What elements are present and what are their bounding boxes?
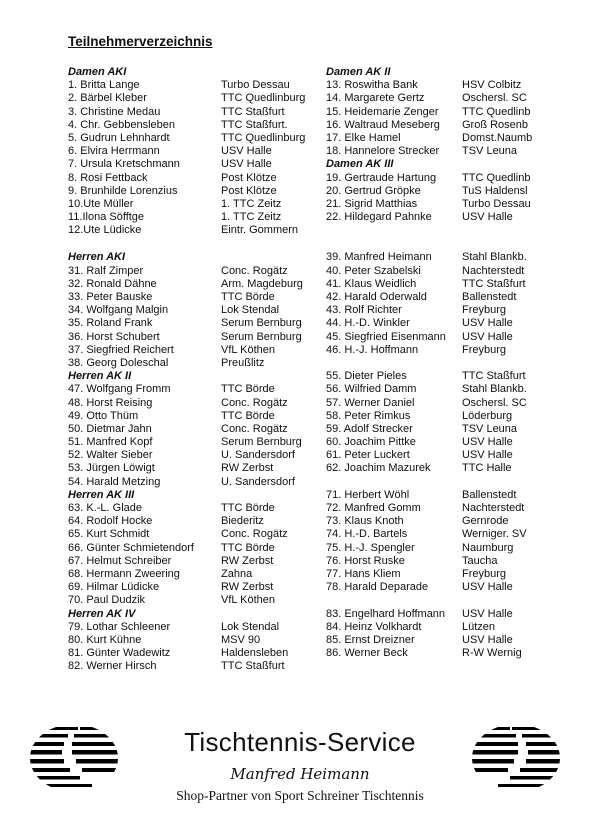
participant-row <box>326 185 581 198</box>
participant-row <box>326 211 581 224</box>
participant-name: 63. K.-L. Glade <box>68 502 142 514</box>
participant-name: 35. Roland Frank <box>68 317 153 330</box>
category-heading <box>326 476 581 489</box>
participant-name: 76. Horst Ruske <box>326 554 405 567</box>
participant-name: 81. Günter Wadewitz <box>68 647 171 660</box>
participant-row <box>68 211 316 224</box>
participant-club: RW Zerbst <box>221 581 274 594</box>
participant-club: TTC Staßfurt <box>221 105 285 118</box>
category-heading: Herren AK IV <box>68 607 136 620</box>
participant-club: VfL Köthen <box>221 594 276 607</box>
participant-name: 65. Kurt Schmidt <box>68 528 150 541</box>
participant-club: USV Halle <box>221 158 272 171</box>
participant-club: Oschersl. SC <box>462 396 527 409</box>
participant-name: 64. Rodolf Hocke <box>68 515 153 528</box>
participant-club: Werniger. SV <box>462 528 527 541</box>
participant-row <box>68 634 316 647</box>
participant-row <box>326 132 581 145</box>
participant-club: TuS Haldensl <box>462 184 528 197</box>
participant-name: 34. Wolfgang Malgin <box>68 304 169 317</box>
participant-name: 16. Waltraud Meseberg <box>326 118 440 131</box>
participant-club: Löderburg <box>462 409 513 422</box>
participant-club: TTC Quedlinburg <box>221 131 306 144</box>
participant-row <box>326 383 581 396</box>
participant-name: 45. Siegfried Eisenmann <box>326 330 446 343</box>
participant-club: Biederitz <box>221 515 264 528</box>
participant-club: Zahna <box>221 567 253 580</box>
participant-name: 77. Hans Kliem <box>326 567 401 580</box>
participant-name: 59. Adolf Strecker <box>326 422 413 435</box>
participant-club: U. Sandersdorf <box>221 449 295 462</box>
participant-club: 1. TTC Zeitz <box>221 197 282 210</box>
participant-club: Naumburg <box>462 541 514 554</box>
participant-name: 83. Engelhard Hoffmann <box>326 607 446 620</box>
participant-row <box>326 265 581 278</box>
participant-name: 17. Elke Hamel <box>326 131 401 144</box>
participant-name: 66. Günter Schmietendorf <box>68 541 194 554</box>
participant-name: 53. Jürgen Löwigt <box>68 462 155 475</box>
participant-row <box>68 158 316 171</box>
participant-name: 2. Bärbel Kleber <box>68 92 147 105</box>
brand-name: Tischtennis-Service <box>184 727 416 757</box>
participant-row <box>68 515 316 528</box>
participant-club: VfL Köthen <box>221 343 276 356</box>
participant-name: 50. Dietmar Jahn <box>68 422 152 435</box>
participant-club: TTC Staßfurt <box>462 277 526 290</box>
participant-name: 37. Siegfried Reichert <box>68 343 174 356</box>
participant-row <box>326 502 581 515</box>
participant-club: USV Halle <box>462 607 513 620</box>
participant-club: Nachterstedt <box>462 502 525 514</box>
participant-row <box>326 647 581 660</box>
participant-row <box>326 198 581 211</box>
participant-name: 49. Otto Thüm <box>68 409 139 422</box>
participant-club: TTC Börde <box>221 383 275 396</box>
participant-row <box>326 555 581 568</box>
category-heading <box>326 594 581 607</box>
participant-club: TTC Staßfurt <box>221 660 285 673</box>
participant-row <box>68 317 316 330</box>
participant-name: 44. H.-D. Winkler <box>326 317 410 330</box>
participant-row <box>68 383 316 396</box>
participant-club: TTC Quedlinburg <box>221 92 306 105</box>
category-section <box>326 158 581 224</box>
participant-row <box>68 119 316 132</box>
participant-club: Turbo Dessau <box>221 79 290 92</box>
participant-club: Ballenstedt <box>462 291 517 303</box>
participant-row <box>68 436 316 449</box>
participant-row <box>68 331 316 344</box>
category-heading: Damen AK III <box>326 158 394 171</box>
participant-name: 70. Paul Dudzik <box>68 594 146 607</box>
participant-name: 67. Helmut Schreiber <box>68 554 172 567</box>
participant-row <box>68 106 316 119</box>
participant-row <box>68 132 316 145</box>
participant-name: 43. Rolf Richter <box>326 304 402 317</box>
participant-name: 11.Ilona Söfftge <box>68 211 145 224</box>
category-section <box>68 489 316 608</box>
participant-row <box>68 79 316 92</box>
participant-name: 71. Herbert Wöhl <box>326 488 410 501</box>
participant-club: Haldensleben <box>221 647 289 660</box>
participant-name: 80. Kurt Kühne <box>68 633 142 646</box>
participant-row <box>68 397 316 410</box>
partner-line: Shop-Partner von Sport Schreiner Tischtennis <box>176 788 424 803</box>
participant-name: 78. Harald Deparade <box>326 581 429 594</box>
participant-club: Gernrode <box>462 515 509 528</box>
participant-club: Arm. Magdeburg <box>221 277 303 290</box>
participant-name: 18. Hannelore Strecker <box>326 145 440 158</box>
participant-name: 48. Horst Reising <box>68 396 153 409</box>
participant-club: Eintr. Gommern <box>221 224 299 237</box>
participant-club: Stahl Blankb. <box>462 383 527 396</box>
participant-club: Lok Stendal <box>221 304 280 317</box>
participant-row <box>68 198 316 211</box>
participant-row <box>326 608 581 621</box>
participant-club: Conc. Rogätz <box>221 264 288 277</box>
participant-row <box>68 304 316 317</box>
participant-row <box>326 331 581 344</box>
participant-club: USV Halle <box>462 330 513 343</box>
right-column <box>326 66 581 660</box>
participant-club: USV Halle <box>462 436 513 449</box>
participant-row <box>326 344 581 357</box>
participant-row <box>326 410 581 423</box>
participant-row <box>326 462 581 475</box>
category-heading: Herren AKI <box>68 251 126 264</box>
participant-club: USV Halle <box>462 581 513 594</box>
owner-signature: Manfred Heimann <box>230 765 370 783</box>
participant-club: R-W Wernig <box>462 647 522 660</box>
category-heading <box>326 357 581 370</box>
category-section <box>68 251 316 370</box>
participant-name: 42. Harald Oderwald <box>326 291 427 303</box>
participant-row <box>326 119 581 132</box>
participant-name: 46. H.-J. Hoffmann <box>326 343 419 356</box>
participant-club: TSV Leuna <box>462 145 518 158</box>
participant-name: 68. Hermann Zweering <box>68 567 180 580</box>
participant-name: 74. H.-D. Bartels <box>326 528 408 541</box>
participant-name: 22. Hildegard Pahnke <box>326 211 432 224</box>
participant-row <box>326 278 581 291</box>
participant-club: TTC Staßfurt. <box>221 118 288 131</box>
participant-club: TTC Börde <box>221 541 275 554</box>
participant-club: Serum Bernburg <box>221 436 302 449</box>
participant-name: 82. Werner Hirsch <box>68 660 157 673</box>
participant-name: 57. Werner Daniel <box>326 396 415 409</box>
footer-advertisement <box>0 718 600 815</box>
participant-club: Freyburg <box>462 343 507 356</box>
participant-club: Freyburg <box>462 567 507 580</box>
participant-name: 41. Klaus Weidlich <box>326 277 417 290</box>
participant-row <box>326 528 581 541</box>
participant-row <box>326 370 581 383</box>
participant-club: Freyburg <box>462 304 507 317</box>
participant-row <box>68 581 316 594</box>
participant-name: 55. Dieter Pieles <box>326 370 407 383</box>
page-title: Teilnehmerverzeichnis <box>68 34 213 49</box>
category-section <box>68 370 316 489</box>
participant-name: 36. Horst Schubert <box>68 330 160 343</box>
participant-name: 73. Klaus Knoth <box>326 515 404 528</box>
participant-club: Nachterstedt <box>462 264 525 277</box>
participant-club: Oschersl. SC <box>462 92 527 105</box>
participant-club: USV Halle <box>221 145 272 158</box>
participant-row <box>326 304 581 317</box>
participant-name: 69. Hilmar Lüdicke <box>68 581 160 594</box>
participant-row <box>68 594 316 607</box>
participant-name: 20. Gertrud Gröpke <box>326 184 421 197</box>
ping-pong-ball-logo-right <box>470 722 562 794</box>
participant-row <box>326 172 581 185</box>
participant-club: Conc. Rogätz <box>221 422 288 435</box>
participant-club: TTC Börde <box>221 502 275 514</box>
participant-name: 1. Britta Lange <box>68 79 140 92</box>
participant-club: Ballenstedt <box>462 488 517 501</box>
category-heading: Herren AK II <box>68 370 132 383</box>
category-section <box>68 66 316 237</box>
participant-club: Conc. Rogätz <box>221 396 288 409</box>
category-section <box>326 476 581 595</box>
participant-row <box>326 449 581 462</box>
participant-club: Post Klötze <box>221 184 277 197</box>
participant-row <box>326 106 581 119</box>
participant-name: 75. H.-J. Spengler <box>326 541 415 554</box>
category-section <box>326 357 581 476</box>
participant-row <box>326 397 581 410</box>
participant-club: USV Halle <box>462 211 513 224</box>
participant-row <box>326 251 581 264</box>
participant-row <box>326 581 581 594</box>
participant-row <box>68 660 316 673</box>
participant-name: 6. Elvira Herrmann <box>68 145 160 158</box>
participant-club: USV Halle <box>462 449 513 462</box>
participant-name: 61. Peter Luckert <box>326 449 410 462</box>
participant-name: 31. Ralf Zimper <box>68 264 144 277</box>
participant-club: TTC Quedlinb <box>462 171 531 184</box>
participant-row <box>68 647 316 660</box>
participant-name: 4. Chr. Gebbensleben <box>68 118 176 131</box>
participant-row <box>326 489 581 502</box>
participant-name: 51. Manfred Kopf <box>68 436 153 449</box>
participant-club: MSV 90 <box>221 633 261 646</box>
participant-club: Post Klötze <box>221 171 277 184</box>
participant-club: U. Sandersdorf <box>221 475 295 488</box>
participant-row <box>68 291 316 304</box>
participant-name: 58. Peter Rimkus <box>326 409 411 422</box>
participant-club: USV Halle <box>462 633 513 646</box>
participant-row <box>68 265 316 278</box>
category-heading <box>326 238 581 251</box>
participant-club: Groß Rosenb <box>462 118 529 131</box>
participant-club: Serum Bernburg <box>221 330 302 343</box>
participant-row <box>68 423 316 436</box>
category-section <box>68 608 316 674</box>
participant-club: USV Halle <box>462 317 513 330</box>
participant-name: 12.Ute Lüdicke <box>68 224 142 237</box>
participant-name: 86. Werner Beck <box>326 647 408 660</box>
participant-name: 33. Peter Bauske <box>68 291 153 303</box>
participant-name: 32. Ronald Dähne <box>68 277 157 290</box>
participant-row <box>68 462 316 475</box>
participant-club: 1. TTC Zeitz <box>221 211 282 224</box>
participant-name: 14. Margarete Gertz <box>326 92 425 105</box>
participant-row <box>68 145 316 158</box>
participant-club: Domst.Naumb <box>462 131 533 144</box>
participant-row <box>68 568 316 581</box>
participant-row <box>326 291 581 304</box>
participant-club: TTC Staßfurt <box>462 370 526 383</box>
participant-row <box>68 476 316 489</box>
participant-name: 8. Rosi Fettback <box>68 171 148 184</box>
participant-row <box>326 145 581 158</box>
category-heading: Herren AK III <box>68 488 135 501</box>
participant-name: 13. Roswitha Bank <box>326 79 418 92</box>
participant-name: 54. Harald Metzing <box>68 475 161 488</box>
participant-row <box>68 410 316 423</box>
category-heading: Damen AKI <box>68 66 127 78</box>
participant-club: Taucha <box>462 554 498 567</box>
participant-row <box>326 542 581 555</box>
participant-name: 5. Gudrun Lehnhardt <box>68 131 170 144</box>
participant-row <box>68 449 316 462</box>
participant-name: 56. Wilfried Damm <box>326 383 417 396</box>
participant-club: Lützen <box>462 620 496 633</box>
participant-row <box>68 185 316 198</box>
participant-club: Conc. Rogätz <box>221 528 288 541</box>
participant-row <box>68 278 316 291</box>
participant-name: 62. Joachim Mazurek <box>326 462 431 475</box>
participant-name: 10.Ute Müller <box>68 197 134 210</box>
participant-club: Lok Stendal <box>221 620 280 633</box>
participant-name: 40. Peter Szabelski <box>326 264 421 277</box>
participant-club: RW Zerbst <box>221 462 274 475</box>
participant-name: 15. Heidemarie Zenger <box>326 105 439 118</box>
participant-row <box>68 92 316 105</box>
participant-name: 79. Lothar Schleener <box>68 620 171 633</box>
category-heading: Damen AK II <box>326 66 391 78</box>
participant-name: 72. Manfred Gomm <box>326 502 421 514</box>
left-column <box>68 66 316 673</box>
participant-row <box>68 528 316 541</box>
category-section <box>326 238 581 357</box>
participant-row <box>326 92 581 105</box>
participant-club: TTC Börde <box>221 409 275 422</box>
participant-club: TTC Quedlinb <box>462 105 531 118</box>
category-section <box>326 594 581 660</box>
participant-name: 84. Heinz Volkhardt <box>326 620 422 633</box>
participant-row <box>68 502 316 515</box>
participant-name: 21. Sigrid Matthias <box>326 197 418 210</box>
category-section <box>326 66 581 158</box>
participant-name: 19. Gertraude Hartung <box>326 171 437 184</box>
participant-row <box>326 515 581 528</box>
participant-club: RW Zerbst <box>221 554 274 567</box>
participant-row <box>326 634 581 647</box>
participant-name: 3. Christine Medau <box>68 105 161 118</box>
participant-club: TSV Leuna <box>462 422 518 435</box>
participant-name: 52. Walter Sieber <box>68 449 153 462</box>
participant-row <box>68 542 316 555</box>
participant-club: TTC Börde <box>221 291 275 303</box>
participant-row <box>326 568 581 581</box>
participant-row <box>326 621 581 634</box>
participant-name: 9. Brunhilde Lorenzius <box>68 184 178 197</box>
participant-club: Serum Bernburg <box>221 317 302 330</box>
participant-club: Stahl Blankb. <box>462 251 527 264</box>
participant-row <box>68 172 316 185</box>
participant-row <box>68 555 316 568</box>
participant-row <box>326 436 581 449</box>
participant-club: Turbo Dessau <box>462 197 531 210</box>
participant-club: TTC Halle <box>462 462 512 475</box>
participant-name: 60. Joachim Pittke <box>326 436 416 449</box>
participant-row <box>68 357 316 370</box>
participant-name: 47. Wolfgang Fromm <box>68 383 171 396</box>
participant-name: 7. Ursula Kretschmann <box>68 158 180 171</box>
participant-club: HSV Colbitz <box>462 79 522 92</box>
participant-row <box>68 224 316 237</box>
participant-name: 38. Georg Doleschal <box>68 356 169 369</box>
participant-row <box>68 621 316 634</box>
participant-row <box>326 79 581 92</box>
participant-row <box>326 317 581 330</box>
participant-row <box>68 344 316 357</box>
participant-name: 85. Ernst Dreizner <box>326 633 415 646</box>
participant-row <box>326 423 581 436</box>
participant-name: 39. Manfred Heimann <box>326 251 432 264</box>
participant-club: Preußlitz <box>221 356 265 369</box>
